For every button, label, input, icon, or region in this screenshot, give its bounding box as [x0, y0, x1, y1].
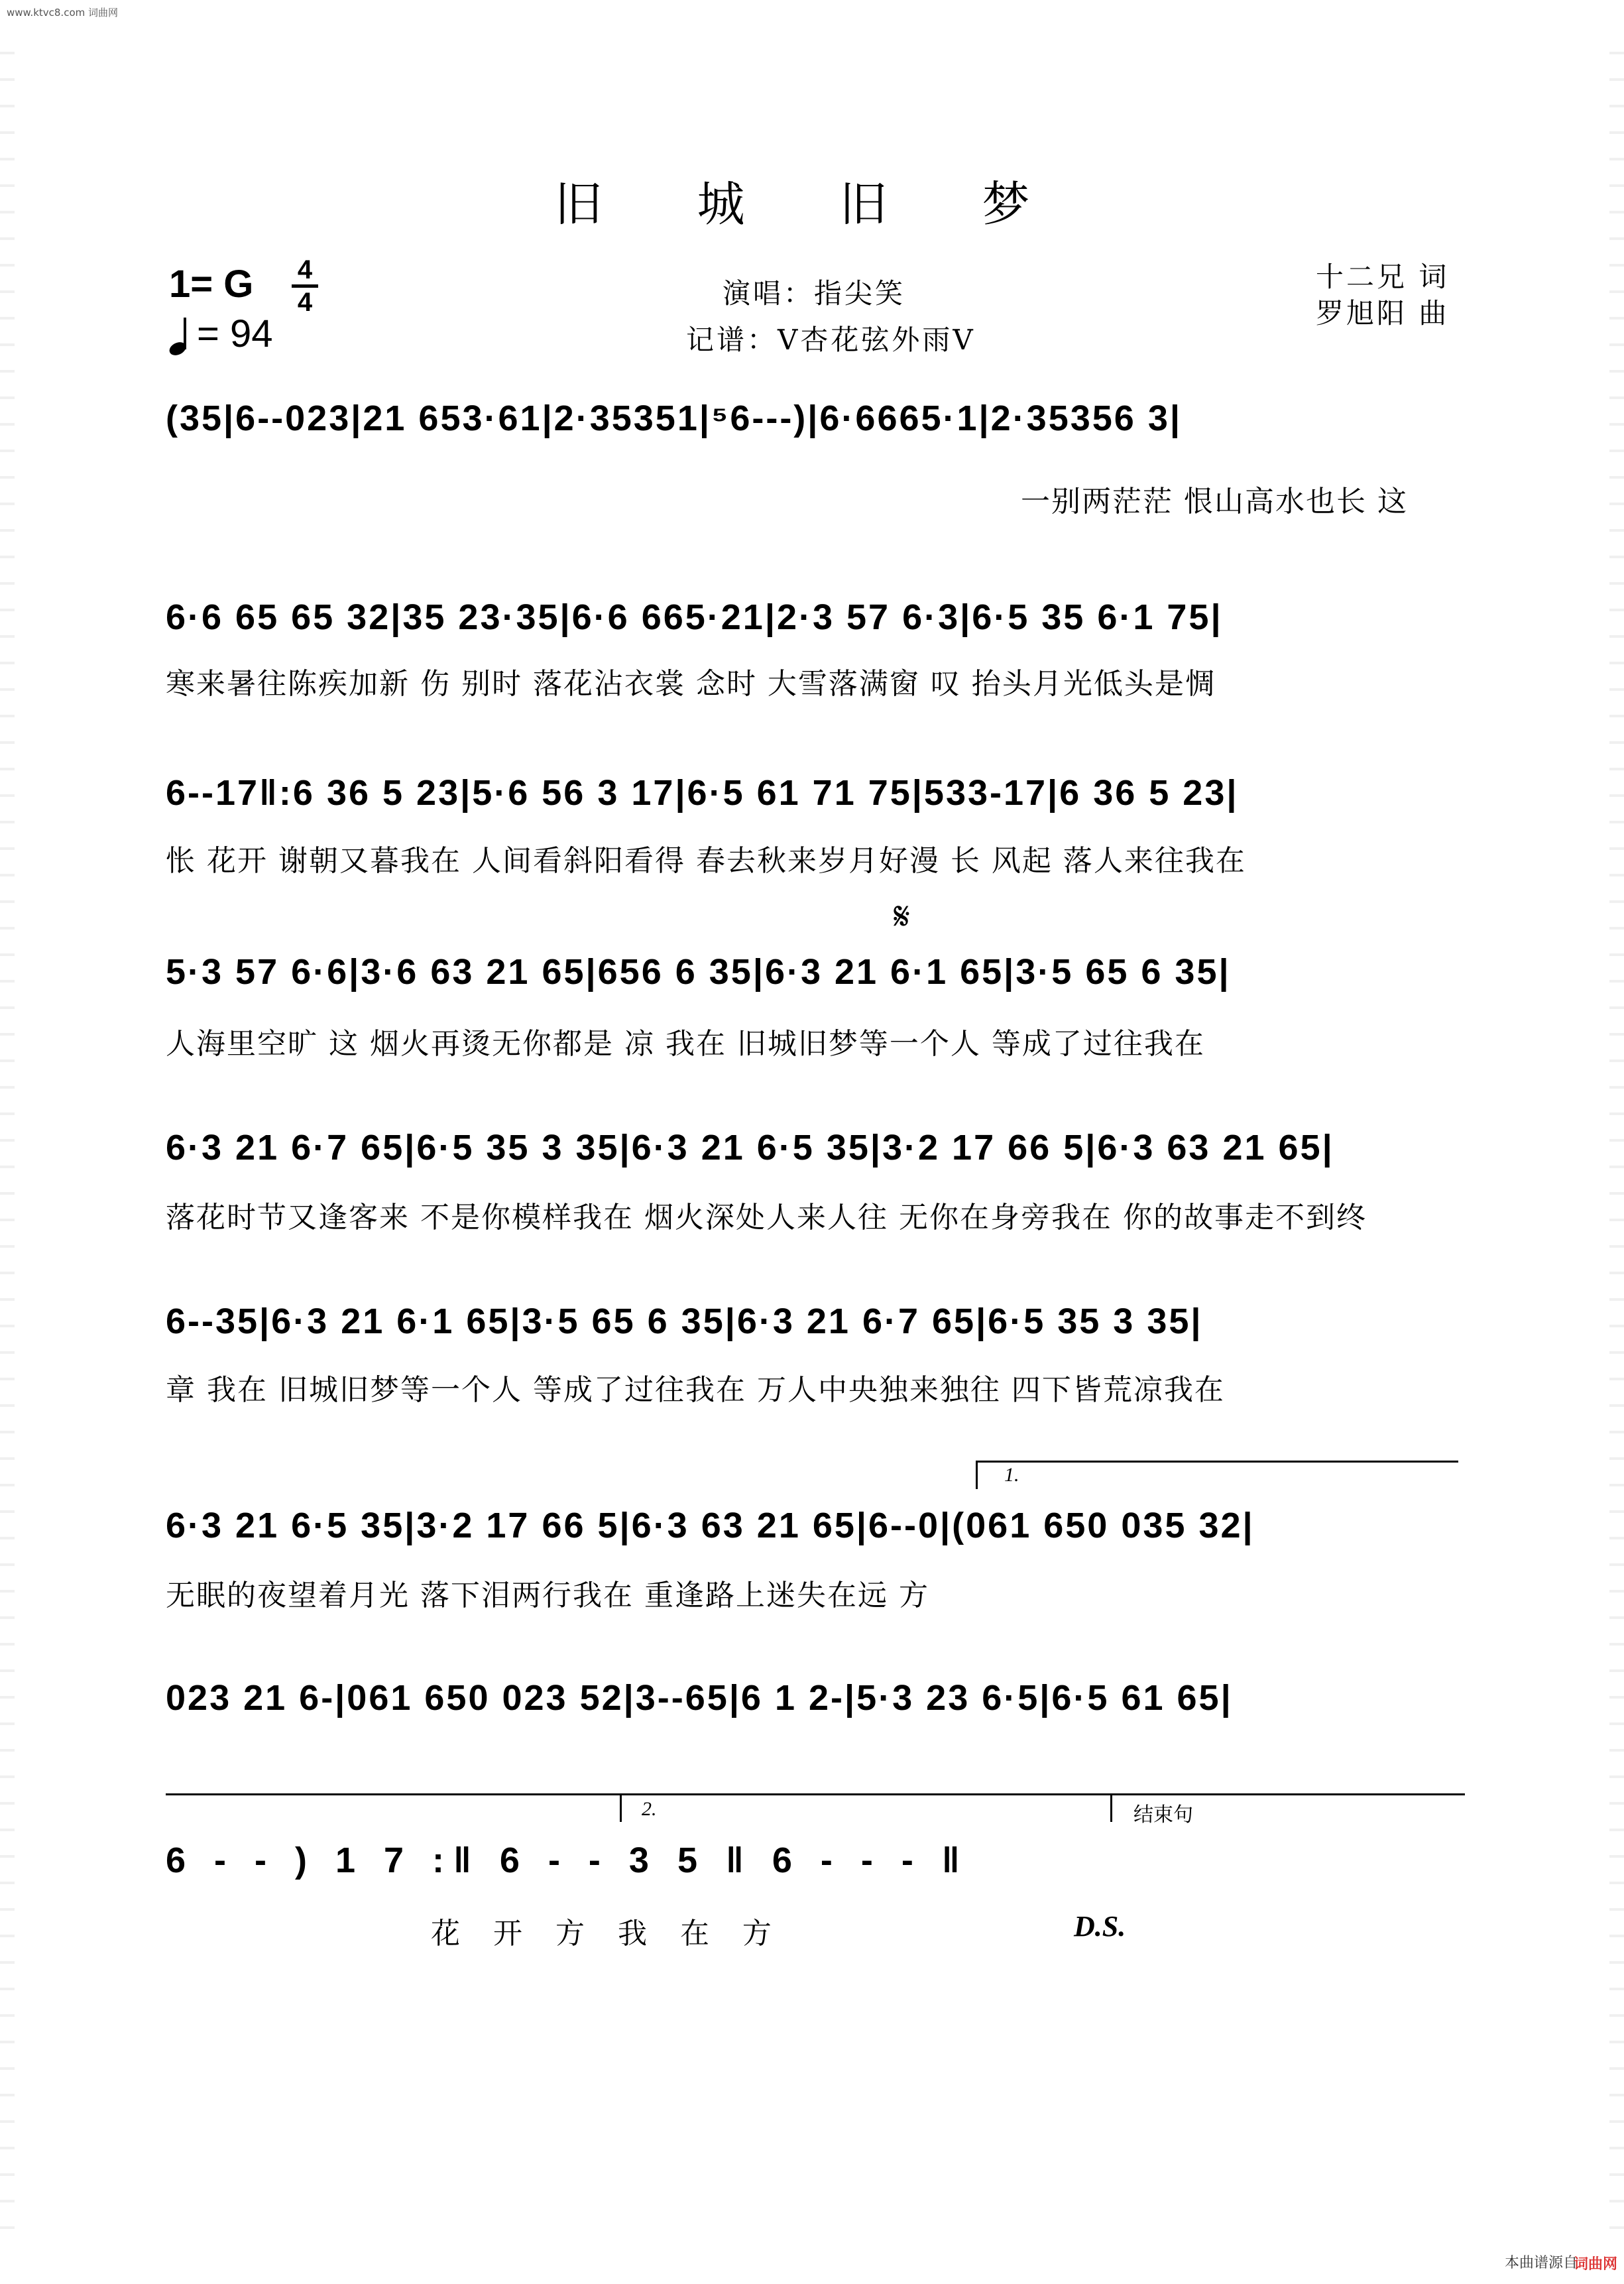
notation-line-5: 6·3 21 6·7 65|6·5 35 3 35|6·3 21 6·5 35|3·2 17 66 5|6·3 63 21 65|: [166, 1128, 1334, 1168]
transcriber-credit: 记谱：V杏花弦外雨V: [686, 324, 976, 356]
lyrics-line-2: 寒来暑往陈疾加新 伤 别时 落花沾衣裳 念时 大雪落满窗 叹 抬头月光低头是惆: [166, 667, 1216, 701]
segno-sign: 𝄋: [894, 894, 910, 939]
left-border-decoration: [0, 40, 15, 2244]
notation-line-4: 5·3 57 6·6|3·6 63 21 65|656 6 35|6·3 21 6·1 65|3·5 65 6 35|: [166, 952, 1231, 992]
notation-line-3: 6--17‖:6 36 5 23|5·6 56 3 17|6·5 61 71 75|533-17|6 36 5 23|: [166, 773, 1239, 813]
notation-line-6: 6--35|6·3 21 6·1 65|3·5 65 6 35|6·3 21 6·7 65|6·5 35 3 35|: [166, 1301, 1203, 1341]
lyrics-line-7: 无眠的夜望着月光 落下泪两行我在 重逢路上迷失在远 方: [166, 1579, 929, 1612]
tempo-marking: [169, 312, 273, 356]
lyrics-line-6: 章 我在 旧城旧梦等一个人 等成了过往我在 万人中央独来独往 四下皆荒凉我在: [166, 1373, 1225, 1407]
lyrics-line-4: 人海里空旷 这 烟火再烫无你都是 凉 我在 旧城旧梦等一个人 等成了过往我在: [166, 1027, 1205, 1061]
lyrics-line-1: 一别两茫茫 恨山高水也长 这: [1021, 485, 1408, 518]
second-ending-bracket: [620, 1793, 1106, 1822]
quarter-note-icon: [169, 318, 189, 356]
second-ending-label: 2.: [642, 1798, 657, 1820]
time-signature: [292, 255, 318, 317]
site-url: www.ktvc8.com 词曲网: [7, 7, 119, 19]
notation-line-8: 023 21 6-|061 650 023 52|3--65|6 1 2-|5·3 23 6·5|6·5 61 65|: [166, 1678, 1233, 1718]
lyrics-line-3: 怅 花开 谢朝又暮我在 人间看斜阳看得 春去秋来岁月好漫 长 风起 落人来往我在: [166, 844, 1246, 878]
notation-line-2: 6·6 65 65 32|35 23·35|6·6 665·21|2·3 57 6·3|6·5 35 6·1 75|: [166, 597, 1223, 637]
coda-label: 结束句: [1133, 1803, 1193, 1827]
lyrics-line-5: 落花时节又逢客来 不是你模样我在 烟火深处人来人往 无你在身旁我在 你的故事走不到终: [166, 1201, 1367, 1234]
singer-credit: 演唱：指尖笑: [723, 277, 906, 310]
footer-logo: 词曲网: [1573, 2256, 1617, 2273]
first-ending-bracket: [976, 1461, 1458, 1489]
meter-bottom: 4: [297, 288, 313, 317]
right-border-decoration: [1609, 40, 1624, 2244]
notation-line-1: (35|6--023|21 653·61|2·35351|⁵6---)|6·6665·1|2·35356 3|: [166, 398, 1182, 438]
notation-line-7: 6·3 21 6·5 35|3·2 17 66 5|6·3 63 21 65|6--0|(061 650 035 32|: [166, 1506, 1255, 1545]
key-signature: 1= G: [169, 263, 254, 306]
composer-credit: 罗旭阳 曲: [1316, 297, 1450, 330]
lyrics-line-9: 花 开 方 我 在 方: [431, 1917, 783, 1951]
lyricist-credit: 十二兄 词: [1316, 261, 1450, 293]
meter-top: 4: [297, 255, 313, 284]
first-ending-label: 1.: [1004, 1464, 1019, 1486]
tempo-value: = 94: [197, 312, 273, 355]
ds-marking: D.S.: [1074, 1910, 1126, 1943]
notation-line-9: 6 - - ) 1 7 :‖ 6 - - 3 5 ‖ 6 - - - ‖: [166, 1840, 969, 1880]
song-title: 旧 城 旧 梦: [554, 176, 1070, 232]
footer-source-text: 本曲谱源自: [1504, 2255, 1578, 2271]
